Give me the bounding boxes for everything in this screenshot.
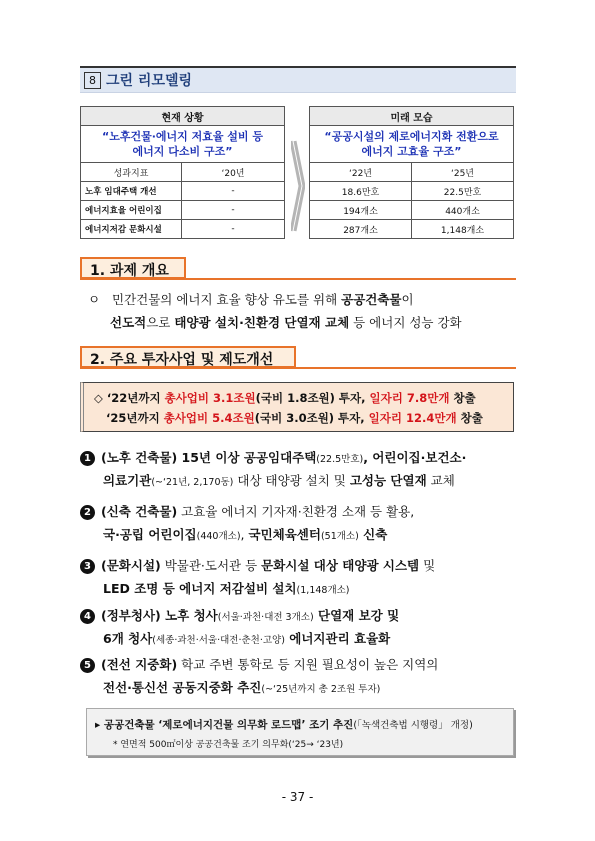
col-year: ‘22년 [310, 163, 412, 182]
item-number-icon: 3 [80, 559, 95, 574]
investment-summary-box [80, 382, 514, 432]
text: 6개 청사 [103, 631, 153, 646]
text: 의료기관 [103, 473, 152, 488]
text: (정부청사) 노후 청사 [101, 608, 218, 623]
item-number-icon: 5 [80, 658, 95, 673]
col-label: 성과지표 [81, 163, 182, 182]
item-line [80, 605, 399, 628]
row-value: 194개소 [310, 201, 412, 220]
text: 일자리 12.4만개 [368, 411, 457, 425]
item-line [103, 470, 455, 493]
item-line [103, 578, 350, 601]
overview-line-2 [110, 312, 462, 333]
item-line [80, 555, 435, 576]
col-year: ‘25년 [412, 163, 514, 182]
text: (서울·과천·대전 3개소) [217, 612, 314, 623]
item-line [80, 447, 466, 470]
text: (국비 1.8조원) 투자, [255, 391, 370, 405]
text: 이상 공공임대주택 [210, 450, 317, 465]
text: (신축 건축물) [101, 504, 178, 519]
invest-line-1 [94, 390, 476, 406]
text: (전선 지중화) [101, 657, 178, 672]
text: (22.5만호) [316, 454, 364, 465]
quote-line: “공공시설의 제로에너지화 전환으로 [324, 130, 499, 143]
text: 으로 [146, 315, 175, 330]
text: 박물관·도서관 등 [160, 558, 262, 573]
row-value: 22.5만호 [412, 182, 514, 201]
item-number-icon: 4 [80, 609, 95, 624]
table-left-header: 현재 상황 [81, 107, 285, 126]
text: 창출 [456, 411, 483, 425]
text: (노후 건축물) 15년 [101, 450, 211, 465]
quote-line: 에너지 다소비 구조” [132, 145, 233, 158]
note-box [86, 708, 514, 756]
note-line-1 [95, 717, 473, 732]
text: 총사업비 5.4조원 [163, 411, 255, 425]
row-value: 287개소 [310, 220, 412, 239]
table-row [310, 182, 514, 201]
heading-text: 1. 과제 개요 [90, 263, 169, 279]
text: 단열재 보강 및 [313, 608, 400, 623]
text: 문화시설 대상 태양광 시스템 [261, 558, 420, 573]
table-left-quote [81, 126, 285, 163]
current-status-table [80, 106, 285, 239]
text: 총사업비 3.1조원 [164, 391, 256, 405]
item-line [80, 654, 438, 675]
table-row [81, 201, 285, 220]
quote-line: “노후건물·에너지 저효율 설비 등 [101, 130, 264, 143]
item-line [103, 628, 390, 651]
row-value: - [182, 201, 285, 220]
table-row [81, 182, 285, 201]
section-underline [80, 92, 516, 93]
text: 이 [401, 292, 414, 307]
text: 등 에너지 성능 강화 [349, 315, 462, 330]
quote-line: 에너지 고효율 구조” [361, 145, 462, 158]
text: 및 [419, 558, 436, 573]
text: (~‘21년, 2,170동) [151, 477, 234, 488]
text: (문화시설) [101, 558, 161, 573]
overview-line-1 [88, 289, 414, 310]
text: 일자리 7.8만개 [369, 391, 450, 405]
row-value: - [182, 182, 285, 201]
text: 선도적 [110, 315, 147, 330]
section-header [80, 66, 516, 92]
text: 고효율 에너지 기자재·친환경 소재 등 활용, [177, 504, 415, 519]
table-right-quote [310, 126, 514, 163]
heading-overview [80, 257, 186, 279]
text: 학교 주변 통학로 등 지원 필요성이 높은 지역의 [177, 657, 439, 672]
future-vision-table [309, 106, 514, 239]
heading-rule [80, 367, 516, 369]
row-value: - [182, 220, 285, 239]
text: 창출 [449, 391, 476, 405]
item-line [103, 677, 380, 700]
text: (세종·과천·서울·대전·춘천·고양) [152, 635, 285, 646]
text: 태양광 설치·친환경 단열재 교체 [174, 315, 350, 330]
table-row [310, 201, 514, 220]
text: (~‘25년까지 총 2조원 투자) [261, 684, 381, 695]
text: (국비 3.0조원) 투자, [254, 411, 369, 425]
heading-text: 2. 주요 투자사업 및 제도개선 [90, 352, 274, 368]
text: ▸ 공공건축물 ‘제로에너지건물 의무화 로드맵’ 조기 추진 [95, 719, 354, 731]
text: 국민체육센터 [248, 527, 321, 542]
item-line [103, 524, 387, 547]
text: 민간건물의 에너지 효율 향상 유도를 위해 [112, 292, 342, 307]
row-value: 1,148개소 [412, 220, 514, 239]
text: 신축 [358, 527, 388, 542]
page-number: - 37 - [281, 790, 314, 804]
text: 대상 태양광 설치 및 [233, 473, 350, 488]
text: ‘25년까지 [106, 411, 164, 425]
text: 국·공립 어린이집 [103, 527, 197, 542]
text: 교체 [426, 473, 455, 488]
text: 에너지관리 효율화 [284, 631, 391, 646]
text: , [240, 527, 249, 542]
item-line [80, 501, 414, 522]
row-label: 노후 임대주택 개선 [81, 182, 182, 201]
text: 공공건축물 [341, 292, 402, 307]
section-title: 그린 리모델링 [106, 73, 193, 89]
row-label: 에너지저감 문화시설 [81, 220, 182, 239]
item-number-icon: 2 [80, 505, 95, 520]
text: LED 조명 등 에너지 저감설비 설치 [103, 581, 297, 596]
item-number-icon: 1 [80, 451, 95, 466]
text: ◇ ‘22년까지 [94, 391, 165, 405]
table-row [81, 220, 285, 239]
note-line-2: * 연면적 500㎡이상 공공건축물 조기 의무화(‘25→ ‘23년) [113, 740, 344, 750]
text: 고성능 단열재 [349, 473, 427, 488]
row-label: 에너지효율 어린이집 [81, 201, 182, 220]
row-value: 440개소 [412, 201, 514, 220]
bullet-icon: ㅇ [88, 292, 101, 307]
col-year: ‘20년 [182, 163, 285, 182]
row-value: 18.6만호 [310, 182, 412, 201]
text: (「녹색건축법 시행령」 개정) [353, 720, 473, 731]
table-row [310, 220, 514, 239]
invest-line-2 [106, 410, 483, 426]
text: 전선·통신선 공동지중화 추진 [103, 680, 262, 695]
heading-rule [80, 278, 516, 280]
section-number: 8 [84, 72, 101, 89]
heading-investment [80, 346, 296, 368]
text: , 어린이집·보건소· [363, 450, 467, 465]
transition-arrow-icon [291, 131, 305, 241]
text: (51개소) [320, 531, 359, 542]
text: (1,148개소) [296, 585, 350, 596]
text: (440개소) [196, 531, 241, 542]
table-right-header: 미래 모습 [310, 107, 514, 126]
